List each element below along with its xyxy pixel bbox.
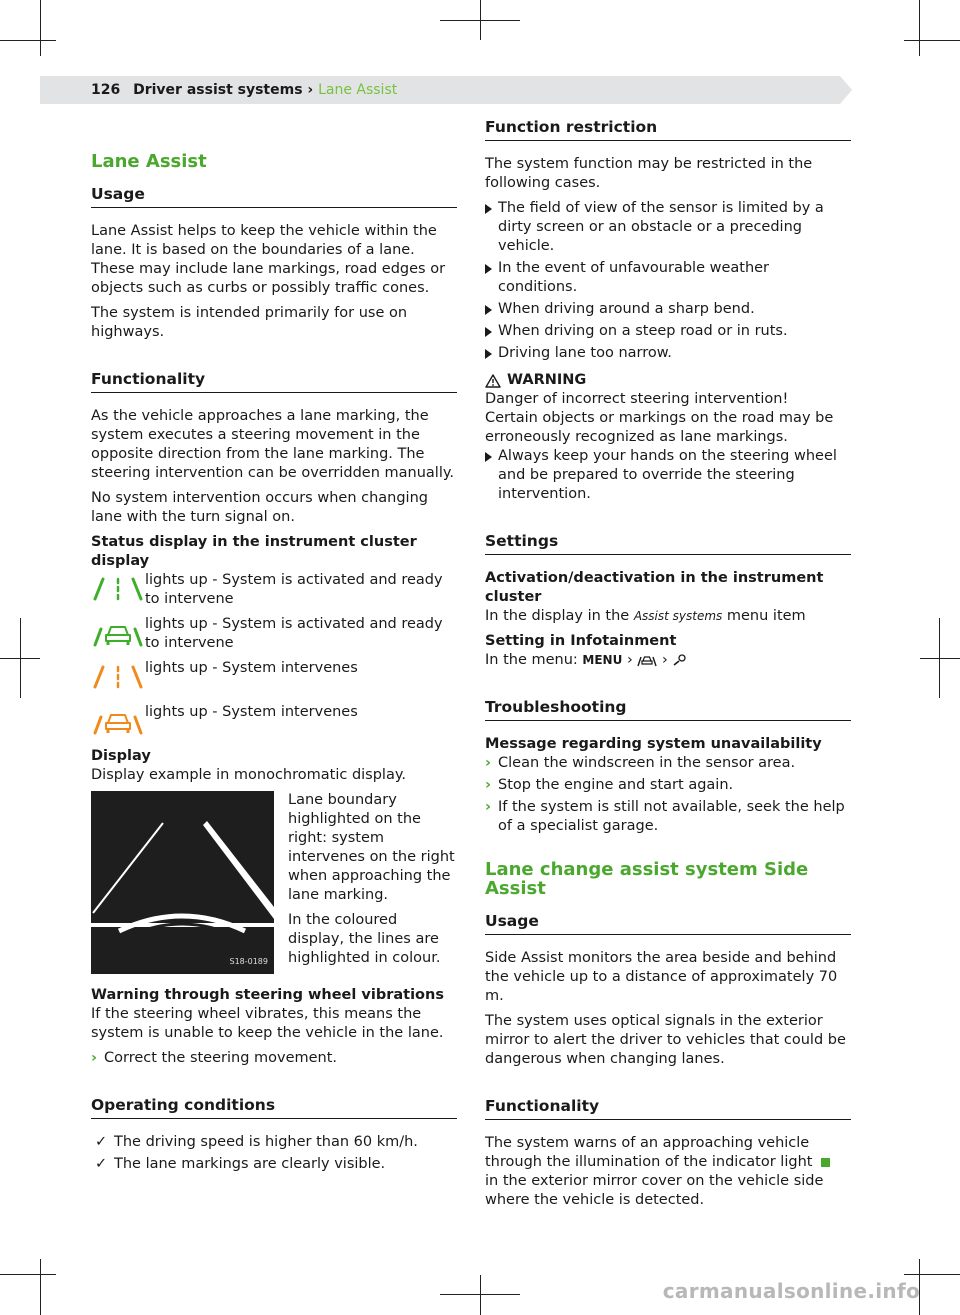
figure-caption (274, 791, 457, 974)
chevron-right-icon: › (485, 799, 491, 815)
condition-item (91, 1155, 457, 1174)
page-header-arrow (840, 76, 852, 104)
activation-paragraph (485, 607, 851, 626)
restriction-item (485, 344, 851, 363)
figure-caption-text: In the coloured display, the lines are highlighted in colour. (288, 912, 441, 966)
usage-heading: Usage (91, 185, 457, 208)
settings-car-icon (672, 653, 688, 667)
check-icon: ✓ (95, 1134, 108, 1150)
warning-text: Certain objects or markings on the road may be erroneously recognized as lane markings. (485, 410, 834, 445)
page-header (91, 81, 397, 100)
side-usage-heading: Usage (485, 912, 851, 935)
status-item-text: lights up - System intervenes (145, 660, 358, 676)
crop-mark (40, 0, 41, 56)
restriction-intro: The system function may be restricted in the following cases. (485, 156, 813, 191)
bullet-triangle-icon (485, 327, 492, 337)
trouble-step (485, 754, 851, 773)
side-usage-paragraph: The system uses optical signals in the exterior mirror to alert the driver to vehicles that could be dangerous when changing lanes. (485, 1013, 846, 1067)
figure-caption-text: Lane boundary highlighted on the right: system intervenes on the right when approaching the lane marking. (288, 792, 455, 903)
activation-heading: Activation/deactivation in the instrument cluster (485, 570, 824, 605)
trouble-step-text: Clean the windscreen in the sensor area. (498, 755, 796, 771)
crop-mark (904, 40, 960, 41)
restriction-text: When driving on a steep road or in ruts. (498, 323, 788, 339)
functionality-paragraph: No system intervention occurs when changing lane with the turn signal on. (91, 490, 428, 525)
restriction-item (485, 322, 851, 341)
status-item (91, 703, 457, 743)
car-lane-icon (637, 653, 657, 667)
display-heading: Display (91, 748, 151, 764)
crop-mark (919, 0, 920, 56)
side-assist-title: Lane change assist system Side Assist (485, 859, 809, 899)
restriction-item (485, 300, 851, 319)
functionality-paragraph: As the vehicle approaches a lane marking, the system executes a steering movement in the opposite direction from the lane marking. The steering intervention can be overridden manually. (91, 408, 454, 481)
display-paragraph: Display example in monochromatic display. (91, 767, 406, 783)
lane-display-illustration (91, 791, 274, 974)
troubleshooting-heading: Troubleshooting (485, 698, 851, 721)
condition-text: The driving speed is higher than 60 km/h. (114, 1134, 418, 1150)
restriction-heading: Function restriction (485, 118, 851, 141)
restriction-item (485, 259, 851, 297)
crop-mark (0, 40, 56, 41)
infotainment-heading: Setting in Infotainment (485, 633, 677, 649)
side-functionality-paragraph (485, 1134, 851, 1210)
status-heading: Status display in the instrument cluster display (91, 534, 417, 569)
bullet-triangle-icon (485, 452, 492, 462)
usage-paragraph: Lane Assist helps to keep the vehicle within the lane. It is based on the boundaries of a lane. These may include lane markings, road edges or objects such as curbs or possibly traffic cones. (91, 223, 446, 296)
lane-assist-car-orange-icon (91, 703, 145, 743)
bullet-triangle-icon (485, 305, 492, 315)
status-item-text: lights up - System intervenes (145, 704, 358, 720)
indicator-light-icon (821, 1158, 830, 1167)
lane-assist-green-icon (91, 571, 145, 611)
warning-text: Danger of incorrect steering intervention! (485, 391, 789, 407)
side-func-text: in the exterior mirror cover on the vehicle side where the vehicle is detected. (485, 1173, 824, 1208)
left-column (91, 152, 457, 1177)
crop-mark (0, 658, 40, 659)
functionality-heading: Functionality (91, 370, 457, 393)
figure-code: S18-0189 (227, 952, 270, 971)
crop-mark (440, 20, 520, 21)
infotainment-paragraph (485, 651, 851, 670)
warning-action (485, 447, 851, 504)
trouble-step-text: If the system is still not available, seek the help of a specialist garage. (498, 799, 845, 834)
status-item (91, 571, 457, 611)
breadcrumb-subsection[interactable]: Lane Assist (318, 82, 398, 98)
restriction-text: When driving around a sharp bend. (498, 301, 755, 317)
condition-text: The lane markings are clearly visible. (114, 1156, 386, 1172)
status-item (91, 659, 457, 699)
status-item (91, 615, 457, 655)
bullet-triangle-icon (485, 349, 492, 359)
restriction-item (485, 199, 851, 256)
figure-block (91, 791, 457, 974)
lane-display-figure (91, 791, 274, 974)
section-title: Lane Assist (91, 151, 207, 172)
vibration-paragraph: If the steering wheel vibrates, this means the system is unable to keep the vehicle in the lane. (91, 1006, 444, 1041)
chevron-right-icon: › (485, 755, 491, 771)
arrow-right-icon: › (661, 652, 673, 668)
restriction-text: In the event of unfavourable weather conditions. (498, 260, 770, 295)
trouble-step (485, 776, 851, 795)
chevron-right-icon: › (485, 777, 491, 793)
crop-mark (480, 1275, 481, 1315)
bullet-triangle-icon (485, 204, 492, 214)
crop-mark (904, 1274, 960, 1275)
warning-title-text: WARNING (507, 372, 587, 388)
settings-heading: Settings (485, 532, 851, 555)
chevron-right-icon: › (91, 1050, 97, 1066)
trouble-step-text: Stop the engine and start again. (498, 777, 734, 793)
infotainment-text: In the menu: (485, 652, 578, 668)
status-item-text: lights up - System is activated and ready to intervene (145, 616, 443, 651)
action-item (91, 1049, 457, 1068)
activation-text: menu item (726, 608, 806, 624)
activation-text: In the display in the (485, 608, 630, 624)
crop-mark (440, 1294, 520, 1295)
menu-key: MENU (582, 653, 623, 667)
arrow-right-icon: › (626, 652, 638, 668)
conditions-heading: Operating conditions (91, 1096, 457, 1119)
warning-action-text: Always keep your hands on the steering wheel and be prepared to override the steering intervention. (498, 448, 837, 502)
watermark: carmanualsonline.info (662, 1279, 920, 1303)
lane-assist-car-green-icon (91, 615, 145, 655)
warning-triangle-icon (485, 374, 501, 388)
crop-mark (0, 1274, 56, 1275)
status-item-text: lights up - System is activated and ready to intervene (145, 572, 443, 607)
usage-paragraph: The system is intended primarily for use on highways. (91, 305, 408, 340)
restriction-text: The field of view of the sensor is limited by a dirty screen or an obstacle or a preceding vehicle. (498, 200, 824, 254)
action-item-text: Correct the steering movement. (104, 1050, 338, 1066)
vibration-heading: Warning through steering wheel vibrations (91, 987, 444, 1003)
message-heading: Message regarding system unavailability (485, 736, 822, 752)
crop-mark (40, 1259, 41, 1315)
check-icon: ✓ (95, 1156, 108, 1172)
condition-item (91, 1133, 457, 1152)
side-usage-paragraph: Side Assist monitors the area beside and behind the vehicle up to a distance of approximately 70 m. (485, 950, 838, 1004)
warning-title (485, 371, 851, 390)
crop-mark (920, 658, 960, 659)
right-column (485, 118, 851, 1216)
restriction-text: Driving lane too narrow. (498, 345, 672, 361)
side-functionality-heading: Functionality (485, 1097, 851, 1120)
menu-item-name: Assist systems (633, 609, 723, 623)
bullet-triangle-icon (485, 264, 492, 274)
side-func-text: The system warns of an approaching vehicle through the illumination of the indicator light (485, 1135, 813, 1170)
breadcrumb-section[interactable]: Driver assist systems › (133, 82, 314, 98)
page-number: 126 (91, 82, 121, 98)
trouble-step (485, 798, 851, 836)
lane-assist-orange-icon (91, 659, 145, 699)
